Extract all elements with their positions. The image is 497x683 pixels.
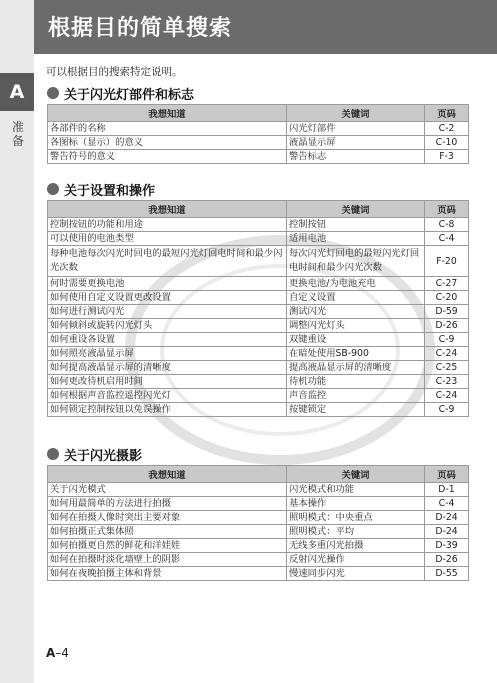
keyword-cell: 反射闪光操作 xyxy=(287,553,425,567)
page-cell[interactable]: C-23 xyxy=(425,375,469,389)
table-header-row xyxy=(48,466,469,483)
table-row xyxy=(48,403,469,417)
page-number xyxy=(46,646,69,660)
page-cell[interactable]: D-24 xyxy=(425,511,469,525)
table-header-row xyxy=(48,105,469,122)
page-cell[interactable]: C-25 xyxy=(425,361,469,375)
section-parts xyxy=(47,84,468,164)
bullet-icon xyxy=(47,448,59,460)
table-row xyxy=(48,246,469,277)
lookup-table xyxy=(47,104,469,164)
keyword-cell: 双键重设 xyxy=(287,333,425,347)
page-cell[interactable]: C-27 xyxy=(425,277,469,291)
page-cell[interactable]: F-3 xyxy=(425,150,469,164)
keyword-cell: 慢速同步闪光 xyxy=(287,567,425,581)
section-title: 关于闪光摄影 xyxy=(64,448,143,464)
page-cell[interactable]: C-10 xyxy=(425,136,469,150)
table-row xyxy=(48,497,469,511)
question-cell: 如何拍摄更自然的鲜花和洋娃娃 xyxy=(48,539,287,553)
table-row xyxy=(48,232,469,246)
keyword-cell: 在暗处使用SB-900 xyxy=(287,347,425,361)
page-cell[interactable]: D-1 xyxy=(425,483,469,497)
keyword-cell: 照明模式：中央重点 xyxy=(287,511,425,525)
header-keyword: 关键词 xyxy=(287,201,425,218)
table-row xyxy=(48,291,469,305)
question-cell: 如何拍摄正式集体照 xyxy=(48,525,287,539)
question-cell: 关于闪光模式 xyxy=(48,483,287,497)
table-row xyxy=(48,511,469,525)
question-cell: 如何在夜晚拍摄主体和背景 xyxy=(48,567,287,581)
page-cell[interactable]: C-2 xyxy=(425,122,469,136)
page-cell[interactable]: C-8 xyxy=(425,218,469,232)
question-cell: 如何进行测试闪光 xyxy=(48,305,287,319)
question-cell: 如何倾斜或旋转闪光灯头 xyxy=(48,319,287,333)
question-cell: 如何根据声音监控遥控闪光灯 xyxy=(48,389,287,403)
keyword-cell: 控制按钮 xyxy=(287,218,425,232)
page-cell[interactable]: C-24 xyxy=(425,347,469,361)
table-row xyxy=(48,136,469,150)
section-heading xyxy=(47,445,468,463)
page-cell[interactable]: C-24 xyxy=(425,389,469,403)
section-settings xyxy=(47,180,468,417)
title-band xyxy=(34,0,497,54)
table-row xyxy=(48,277,469,291)
section-title: 关于闪光灯部件和标志 xyxy=(64,87,195,103)
page-cell[interactable]: D-55 xyxy=(425,567,469,581)
table-row xyxy=(48,305,469,319)
keyword-cell: 警告标志 xyxy=(287,150,425,164)
page-cell[interactable]: C-9 xyxy=(425,333,469,347)
section-title: 关于设置和操作 xyxy=(64,183,156,199)
section-heading xyxy=(47,84,468,102)
table-row xyxy=(48,525,469,539)
table-header-row xyxy=(48,201,469,218)
keyword-cell: 调整闪光灯头 xyxy=(287,319,425,333)
bullet-icon xyxy=(47,87,59,99)
page-cell[interactable]: C-20 xyxy=(425,291,469,305)
question-cell: 警告符号的意义 xyxy=(48,150,287,164)
table-row xyxy=(48,539,469,553)
keyword-cell: 自定义设置 xyxy=(287,291,425,305)
table-row xyxy=(48,347,469,361)
page-cell[interactable]: D-26 xyxy=(425,319,469,333)
question-cell: 如何锁定控制按钮以免误操作 xyxy=(48,403,287,417)
question-cell: 如何使用自定义设置更改设置 xyxy=(48,291,287,305)
question-cell: 可以使用的电池类型 xyxy=(48,232,287,246)
table-row xyxy=(48,567,469,581)
keyword-cell: 照明模式：平均 xyxy=(287,525,425,539)
bullet-icon xyxy=(47,183,59,195)
header-page: 页码 xyxy=(425,105,469,122)
question-cell: 如何用最简单的方法进行拍摄 xyxy=(48,497,287,511)
question-cell: 如何在拍摄时淡化墙壁上的阴影 xyxy=(48,553,287,567)
header-question: 我想知道 xyxy=(48,105,287,122)
page-cell[interactable]: D-26 xyxy=(425,553,469,567)
table-row xyxy=(48,361,469,375)
chapter-tab: A xyxy=(0,73,34,111)
keyword-cell: 无线多重闪光拍摄 xyxy=(287,539,425,553)
table-row xyxy=(48,389,469,403)
keyword-cell: 闪光灯部件 xyxy=(287,122,425,136)
question-cell: 各图标（显示）的意义 xyxy=(48,136,287,150)
question-cell: 各部件的名称 xyxy=(48,122,287,136)
question-cell: 何时需要更换电池 xyxy=(48,277,287,291)
page-cell[interactable]: D-24 xyxy=(425,525,469,539)
page-cell[interactable]: F-20 xyxy=(425,246,469,277)
keyword-cell: 测试闪光 xyxy=(287,305,425,319)
section-flash-photography xyxy=(47,445,468,581)
table-row xyxy=(48,122,469,136)
keyword-cell: 适用电池 xyxy=(287,232,425,246)
table-row xyxy=(48,150,469,164)
table-row xyxy=(48,333,469,347)
keyword-cell: 提高液晶显示屏的清晰度 xyxy=(287,361,425,375)
page-title: 根据目的简单搜索 xyxy=(48,16,233,41)
question-cell: 如何提高液晶显示屏的清晰度 xyxy=(48,361,287,375)
keyword-cell: 更换电池/为电池充电 xyxy=(287,277,425,291)
section-heading xyxy=(47,180,468,198)
table-row xyxy=(48,375,469,389)
keyword-cell: 每次闪光灯回电的最短闪光灯回电时间和最少闪光次数 xyxy=(287,246,425,277)
keyword-cell: 液晶显示屏 xyxy=(287,136,425,150)
page-cell[interactable]: C-9 xyxy=(425,403,469,417)
keyword-cell: 基本操作 xyxy=(287,497,425,511)
page-number-letter: A xyxy=(46,646,56,660)
header-keyword: 关键词 xyxy=(287,466,425,483)
table-row xyxy=(48,218,469,232)
table-row xyxy=(48,553,469,567)
header-question: 我想知道 xyxy=(48,466,287,483)
page-cell[interactable]: C-4 xyxy=(425,497,469,511)
keyword-cell: 声音监控 xyxy=(287,389,425,403)
intro-text: 可以根据目的搜索特定说明。 xyxy=(46,66,183,78)
header-page: 页码 xyxy=(425,201,469,218)
page-cell[interactable]: D-39 xyxy=(425,539,469,553)
question-cell: 如何重设各设置 xyxy=(48,333,287,347)
question-cell: 每种电池每次闪光时回电的最短闪光灯回电时间和最少闪光次数 xyxy=(48,246,287,277)
question-cell: 控制按钮的功能和用途 xyxy=(48,218,287,232)
table-row xyxy=(48,319,469,333)
header-keyword: 关键词 xyxy=(287,105,425,122)
keyword-cell: 闪光模式和功能 xyxy=(287,483,425,497)
table-row xyxy=(48,483,469,497)
page-number-digits: –4 xyxy=(55,646,69,660)
lookup-table xyxy=(47,200,469,417)
lookup-table xyxy=(47,465,469,581)
header-page: 页码 xyxy=(425,466,469,483)
header-question: 我想知道 xyxy=(48,201,287,218)
question-cell: 如何照亮液晶显示屏 xyxy=(48,347,287,361)
page-cell[interactable]: D-59 xyxy=(425,305,469,319)
page-cell[interactable]: C-4 xyxy=(425,232,469,246)
question-cell: 如何在拍摄人像时突出主要对象 xyxy=(48,511,287,525)
keyword-cell: 待机功能 xyxy=(287,375,425,389)
chapter-tab-label: 准备 xyxy=(11,120,24,148)
question-cell: 如何更改待机启用时间 xyxy=(48,375,287,389)
keyword-cell: 按键锁定 xyxy=(287,403,425,417)
